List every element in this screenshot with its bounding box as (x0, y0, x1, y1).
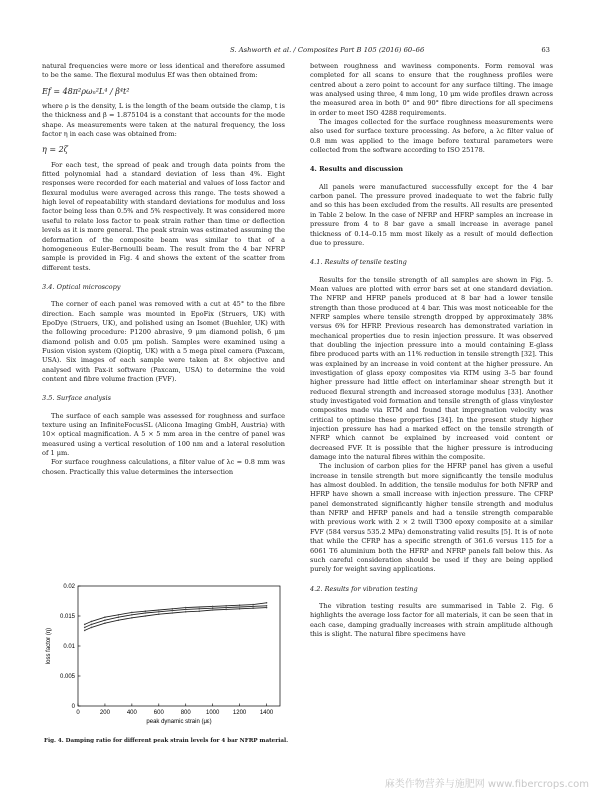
paragraph: All panels were manufactured successfully except for the 4 bar carbon panel. The pressure proved inadequate to wet the fabric fully and so this has been excluded from the results. All results are presented in Table 2 below. In the case of NFRP and HFRP samples an increase in pressure from 4 to 8 bar gave a small increase in average panel thickness of 0.14–0.15 mm most likely as a result of mould deflection due to pressure. (310, 182, 553, 247)
y-tick-label: 0.005 (59, 674, 75, 680)
data-point (212, 607, 214, 609)
right-column (310, 62, 553, 639)
data-point (145, 612, 147, 614)
data-point (158, 609, 160, 611)
data-point (239, 608, 241, 610)
data-point (266, 602, 268, 604)
data-point (84, 624, 86, 626)
section-heading: 3.4. Optical microscopy (42, 282, 121, 291)
data-point (198, 608, 200, 610)
x-tick-label: 600 (153, 710, 164, 716)
running-header (50, 46, 550, 54)
data-point (252, 607, 254, 609)
paragraph: between roughness and waviness components. Form removal was completed for all scans to ensure that the roughness profiles were centred about a zero point to account for any surface tilting. The image was analysed using three, 4 mm long, 10 μm wide profiles drawn across the measured area in both 0° and 90° fibre directions for all specimens in order to meet ISO 4288 requirements. (310, 62, 553, 117)
y-tick-label: 0 (71, 704, 75, 710)
paragraph: The corner of each panel was removed with a cut at 45° to the fibre direction. Each sample was mounted in EpoFix (Struers, UK) with EpoDye (Struers, UK), and polished using an Isomet (Buehler, UK) with the following procedure: P1200 abrasive, 9 μm diamond polish, 6 μm diamond polish and 0.05 μm polish. Samples were examined using a Fusion vision system (Qioptiq, UK) with a 5 mega pixel camera (Paxcam, USA). Six images of each sample were taken at 8× objective and analysed with Pax-it software (Paxcam, USA) to determine the void content and fibre volume fraction (FVF). (42, 300, 285, 383)
data-point (171, 610, 173, 612)
data-point (145, 615, 147, 617)
paragraph: natural frequencies were more or less identical and therefore assumed to be the same. The flexural modulus Ef was then obtained from: (42, 62, 285, 80)
data-point (252, 604, 254, 606)
equation-flexural-modulus: Ef = 48π²ρωₙ²L⁴ / β⁴t² (42, 86, 130, 96)
data-point (131, 614, 133, 616)
data-point (198, 606, 200, 608)
series-line (85, 603, 267, 625)
data-point (145, 610, 147, 612)
y-tick-label: 0.015 (59, 614, 75, 620)
x-tick-label: 1200 (232, 710, 247, 716)
section-heading: 4.2. Results for vibration testing (310, 584, 418, 593)
paragraph: The vibration testing results are summarised in Table 2. Fig. 6 highlights the average loss factor for all materials, it can be seen that in each case, damping gradually increases with strain amplitude although this is slight. The natural fibre specimens have (310, 601, 553, 638)
data-point (91, 627, 93, 629)
x-tick-label: 400 (126, 710, 137, 716)
data-point (239, 604, 241, 606)
data-point (252, 606, 254, 608)
paragraph: where ρ is the density, L is the length of the beam outside the clamp, t is the thickness and β = 1.875104 is a constant that accounts for the mode shape. As measurements were taken at the natural frequency, the loss factor η in each case was obtained from: (42, 102, 285, 139)
header-citation: S. Ashworth et al. / Composites Part B 105 (2016) 60–66 (230, 46, 425, 54)
data-point (225, 607, 227, 609)
x-axis-label: peak dynamic strain (με) (146, 719, 212, 725)
x-tick-label: 1000 (205, 710, 220, 716)
y-axis-label: loss factor (η) (46, 627, 52, 665)
data-point (239, 606, 241, 608)
data-point (158, 611, 160, 613)
data-point (104, 616, 106, 618)
data-point (171, 612, 173, 614)
data-point (158, 613, 160, 615)
figure-4-chart (42, 578, 290, 728)
data-point (118, 616, 120, 618)
data-point (212, 609, 214, 611)
data-point (118, 619, 120, 621)
data-point (91, 624, 93, 626)
data-point (266, 607, 268, 609)
paragraph: The surface of each sample was assessed for roughness and surface texture using an InfiniteFocusSL (Alicona Imaging GmbH, Austria) with 10× optical magnification. A 5 × 5 mm area in the centre of panel was measured using a vertical resolution of 100 nm and a lateral resolution of 1 μm. (42, 411, 285, 458)
paragraph: For surface roughness calculations, a filter value of λc = 0.8 mm was chosen. Practically this value determines the intersection (42, 458, 285, 476)
data-point (185, 611, 187, 613)
paragraph: The inclusion of carbon plies for the HFRP panel has given a useful increase in tensile strength but more significantly the tensile modulus has almost doubled. In addition, the tensile modulus for both NFRP and HFRP have shown a small increase with injection pressure. The CFRP panel demonstrated significantly higher tensile strength and modulus than NFRP and HFRP panels and had a tensile strength comparable with previous work with 2 × 2 twill T300 epoxy composite at a similar FVF (584 versus 535.2 MPa) demonstrating valid results [5]. It is of note that while the CFRP has a specific strength of 361.6 versus 115 for a 6061 T6 aluminium both the HFRP and NFRP panels fall below this. As such careful consideration should be used if they are being applied purely for weight saving applications. (310, 462, 553, 574)
paragraph: Results for the tensile strength of all samples are shown in Fig. 5. Mean values are plotted with error bars set at one standard deviation. The NFRP and HFRP panels produced at 8 bar had a lower tensile strength than those produced at 4 bar. This was most noticeable for the NFRP samples where tensile strength dropped by approximately 38% versus 6% for HFRP. Previous research has demonstrated variation in mechanical properties due to resin injection pressure. It was observed that doubling the injection pressure into a mould containing E-glass fibre produced parts with an 11% reduction in tensile strength [32]. This was explained by an increase in void content at the higher pressure. An investigation of glass epoxy composites via RTM using 3–5 bar found higher pressure had little effect on interlaminar shear strength but it reduced flexural strength and increased storage modulus [33]. Another study investigated void formation and tensile strength of glass vinylester composites made via RTM and found that impregnation velocity was critical to optimise these properties [34]. In the present study higher injection pressure has had a marked effect on the tensile strength of NFRP which cannot be explained by increased void content or decreased FVF. It is possible that the higher pressure is introducing damage into the natural fibres within the composite. (310, 275, 553, 462)
data-point (185, 609, 187, 611)
y-tick-label: 0.01 (63, 644, 75, 650)
data-point (171, 608, 173, 610)
data-point (225, 605, 227, 607)
data-point (91, 621, 93, 623)
section-heading: 4.1. Results of tensile testing (310, 258, 407, 267)
data-point (225, 609, 227, 611)
data-point (84, 630, 86, 632)
equation-loss-factor: η = 2ζ (42, 145, 69, 155)
x-tick-label: 1400 (259, 710, 274, 716)
data-point (104, 622, 106, 624)
data-point (118, 614, 120, 616)
data-point (84, 627, 86, 629)
data-point (198, 610, 200, 612)
x-tick-label: 0 (76, 710, 80, 716)
data-point (104, 619, 106, 621)
data-point (266, 605, 268, 607)
watermark: 麻类作物营养与施肥网 www.fibercrops.com (384, 779, 589, 790)
x-tick-label: 200 (99, 710, 110, 716)
data-point (185, 607, 187, 609)
section-heading: 4. Results and discussion (310, 165, 403, 174)
section-heading: 3.5. Surface analysis (42, 394, 111, 403)
page-number: 63 (541, 46, 550, 54)
paragraph: For each test, the spread of peak and trough data points from the fitted polynomial had a standard deviation of less than 4%. Eight responses were recorded for each material and values of loss factor and flexural modulus were averaged across this range. The tests showed a high level of repeatability with standard deviations for modulus and loss factor being less than 0.5% and 5% respectively. It was considered more useful to relate loss factor to peak strain rather than time or deflection levels as it is more general. The peak strain was estimated assuming the deformation of the composite beam was similar to that of a homogeneous Euler-Bernoulli beam. The result from the 4 bar NFRP sample is provided in Fig. 4 and shows the extent of the scatter from different tests. (42, 160, 285, 272)
data-point (212, 606, 214, 608)
paragraph: The images collected for the surface roughness measurements were also used for surface texture processing. As before, a λc filter value of 0.8 mm was applied to the image before textural parameters were collected from the software according to ISO 25178. (310, 118, 553, 155)
plot-frame (78, 586, 280, 706)
data-point (131, 617, 133, 619)
left-column (42, 62, 285, 477)
y-tick-label: 0.02 (63, 584, 75, 590)
figure-caption: Fig. 4. Damping ratio for different peak strain levels for 4 bar NFRP material. (43, 738, 289, 744)
data-point (131, 612, 133, 614)
x-tick-label: 800 (180, 710, 191, 716)
